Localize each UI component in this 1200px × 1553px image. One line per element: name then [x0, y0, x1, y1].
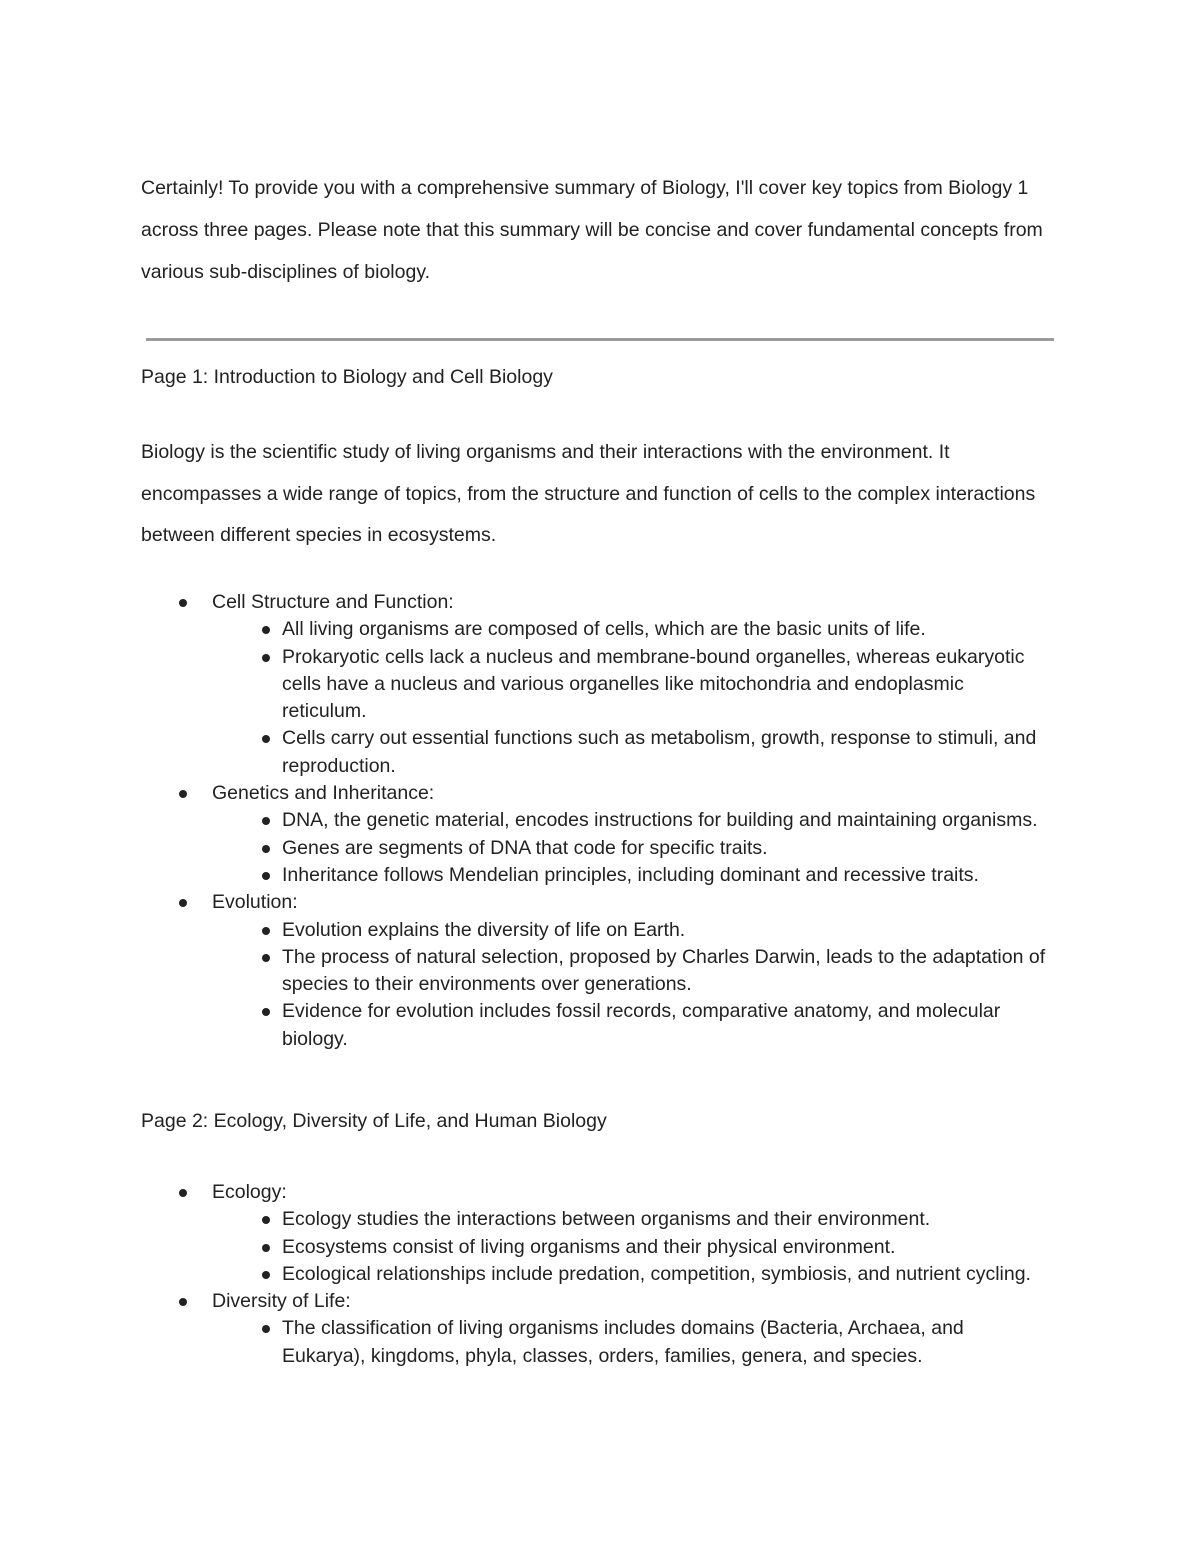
list-item	[0, 1179, 1200, 1288]
page1-heading: Page 1: Introduction to Biology and Cell Biology	[141, 366, 553, 388]
list-item	[0, 589, 1200, 780]
bullet-icon	[262, 954, 270, 962]
list-item	[212, 944, 1052, 999]
list-item-text: DNA, the genetic material, encodes instructions for building and maintaining organisms.	[282, 809, 1038, 832]
list-item	[212, 725, 1052, 780]
list-item-text: Ecological relationships include predation, competition, symbiosis, and nutrient cycling.	[282, 1262, 1031, 1285]
bullet-icon	[179, 1189, 187, 1197]
list-item	[212, 862, 1052, 889]
page1-bullet-list	[0, 589, 1200, 1053]
bullet-icon	[262, 1008, 270, 1016]
bullet-icon	[262, 1216, 270, 1224]
sub-list	[212, 1206, 1200, 1288]
horizontal-divider	[146, 338, 1054, 341]
list-item-text: Evidence for evolution includes fossil records, comparative anatomy, and molecular biology.	[282, 1000, 1001, 1050]
list-item-text: Ecology studies the interactions between organisms and their environment.	[282, 1208, 931, 1231]
bullet-icon	[262, 1271, 270, 1279]
list-item-text: The classification of living organisms includes domains (Bacteria, Archaea, and Eukarya), kingdoms, phyla, classes, orders, families, genera, and species.	[282, 1317, 964, 1367]
list-item-text: Inheritance follows Mendelian principles, including dominant and recessive traits.	[282, 863, 979, 886]
list-item-text: Evolution explains the diversity of life on Earth.	[282, 918, 686, 941]
section-title: Genetics and Inheritance:	[212, 782, 435, 805]
list-item	[212, 1261, 1052, 1288]
list-item	[0, 780, 1200, 889]
list-item-text: Prokaryotic cells lack a nucleus and membrane-bound organelles, whereas eukaryotic cells have a nucleus and various organelles like mitochondria and endoplasmic reticulum.	[282, 645, 1025, 723]
bullet-icon	[262, 626, 270, 634]
list-item-text: All living organisms are composed of cells, which are the basic units of life.	[282, 618, 926, 641]
list-item-text: Genes are segments of DNA that code for specific traits.	[282, 836, 768, 859]
bullet-icon	[179, 599, 187, 607]
sub-list	[212, 616, 1200, 780]
list-item	[0, 1288, 1200, 1370]
bullet-icon	[262, 1325, 270, 1333]
intro-paragraph: Certainly! To provide you with a comprehensive summary of Biology, I'll cover key topics from Biology 1 across three pages. Please note that this summary will be concise and cover fundamental concepts from various sub-disciplines of biology.	[141, 177, 1043, 283]
bullet-icon	[262, 654, 270, 662]
section-title: Evolution:	[212, 891, 298, 914]
list-item	[212, 835, 1052, 862]
bullet-icon	[262, 927, 270, 935]
page2-heading: Page 2: Ecology, Diversity of Life, and Human Biology	[141, 1110, 607, 1132]
section-title: Diversity of Life:	[212, 1290, 351, 1313]
list-item-text: Ecosystems consist of living organisms and their physical environment.	[282, 1235, 896, 1258]
list-item-text: Cells carry out essential functions such as metabolism, growth, response to stimuli, and reproduction.	[282, 727, 1037, 777]
bullet-icon	[179, 899, 187, 907]
bullet-icon	[262, 872, 270, 880]
list-item	[212, 807, 1052, 834]
list-item	[212, 1234, 1052, 1261]
list-item	[0, 889, 1200, 1053]
bullet-icon	[262, 735, 270, 743]
list-item	[212, 616, 1052, 643]
list-item-text: The process of natural selection, proposed by Charles Darwin, leads to the adaptation of species to their environments over generations.	[282, 945, 1046, 996]
list-item	[212, 1206, 1052, 1233]
bullet-icon	[262, 845, 270, 853]
sub-list	[212, 1315, 1200, 1370]
bullet-icon	[179, 790, 187, 798]
list-item	[212, 917, 1052, 944]
list-item	[212, 998, 1052, 1053]
page2-bullet-list	[0, 1179, 1200, 1370]
sub-list	[212, 917, 1200, 1053]
section-title: Cell Structure and Function:	[212, 591, 454, 613]
list-item	[212, 644, 1052, 726]
page1-paragraph: Biology is the scientific study of living organisms and their interactions with the environment. It encompasses a wide range of topics, from the structure and function of cells to the complex interactions between different species in ecosystems.	[141, 441, 1036, 546]
sub-list	[212, 807, 1200, 889]
bullet-icon	[179, 1298, 187, 1306]
bullet-icon	[262, 1244, 270, 1252]
bullet-icon	[262, 817, 270, 825]
list-item	[212, 1315, 1052, 1370]
section-title: Ecology:	[212, 1181, 287, 1203]
